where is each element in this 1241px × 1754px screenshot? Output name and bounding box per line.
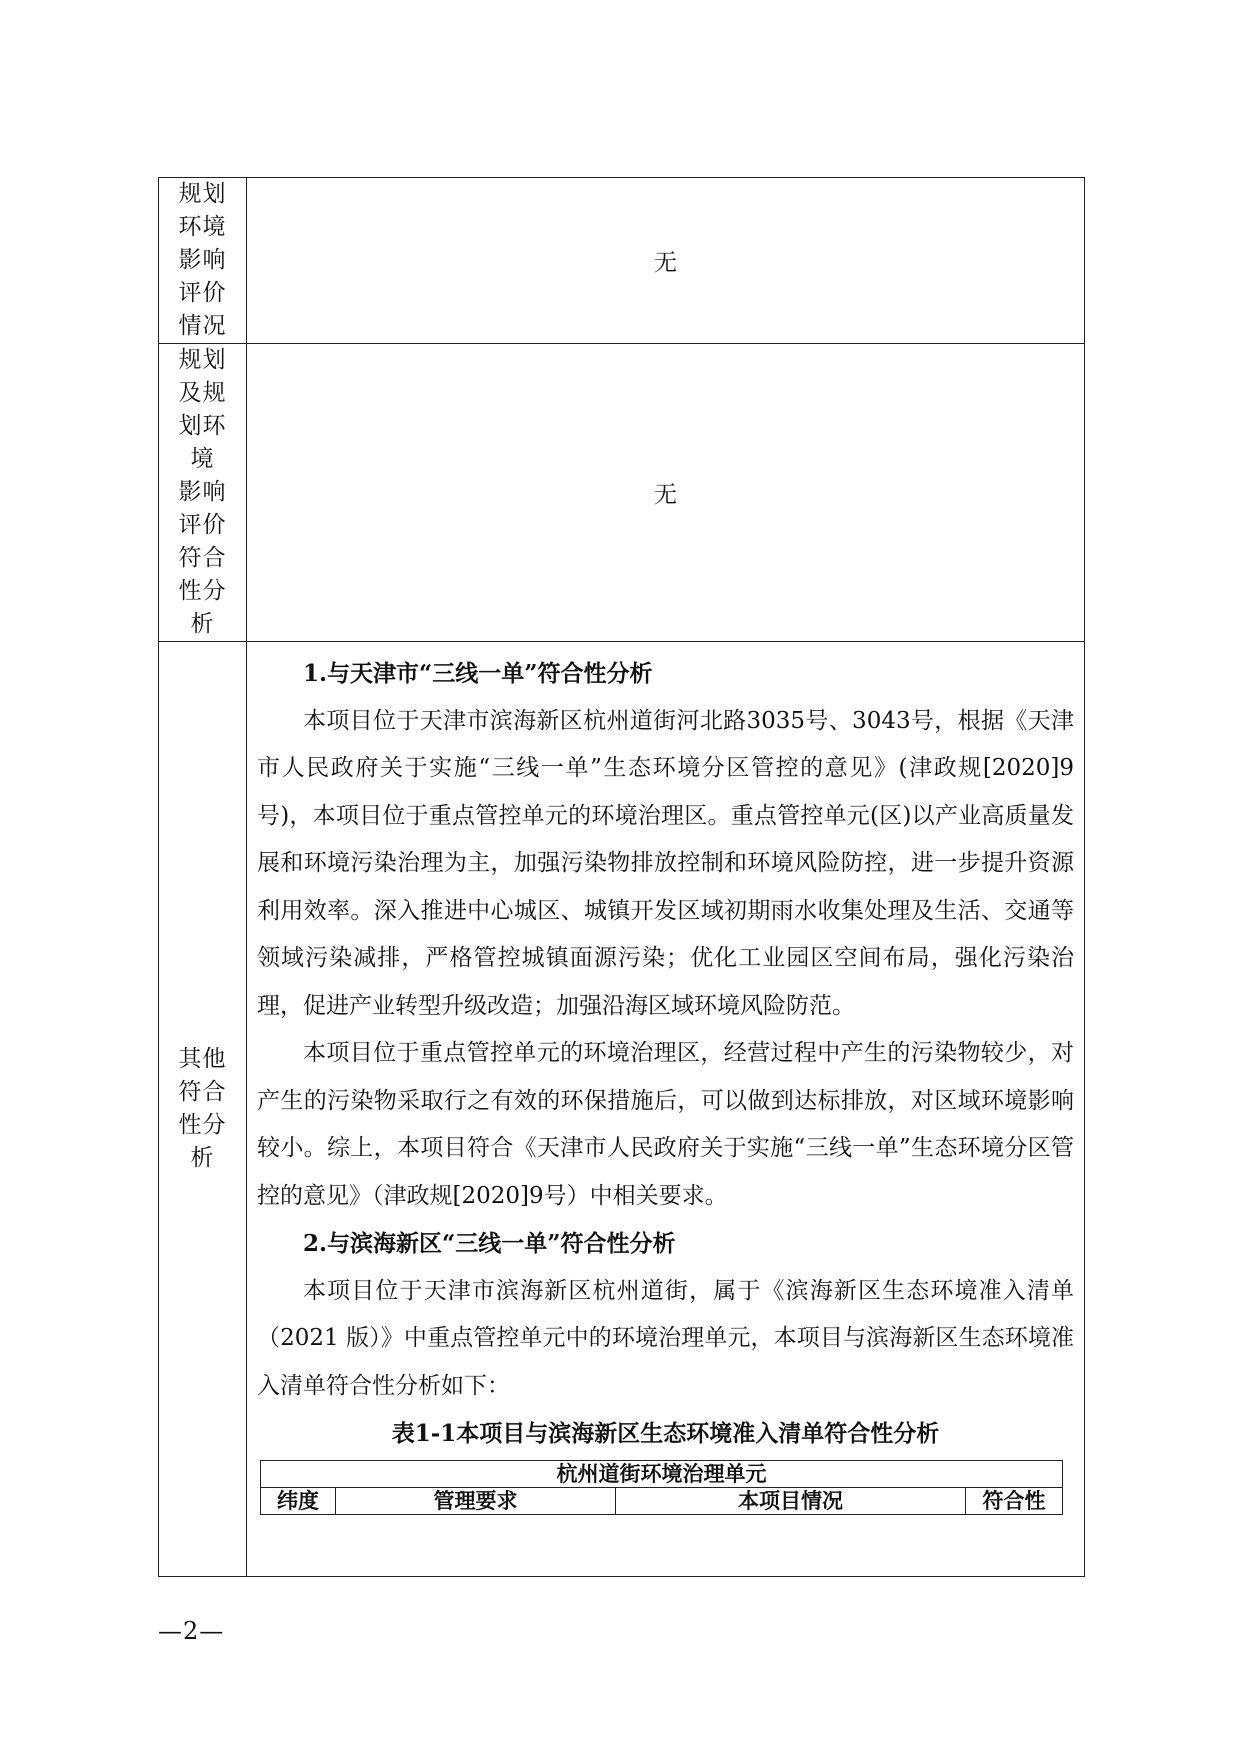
section-1-paragraph-2: 本项目位于重点管控单元的环境治理区，经营过程中产生的污染物较少，对产生的污染物采取行之有效的环保措施后，可以做到达标排放，对区域环境影响较小。综上，本项目符合《天津市人民政府关于实施“三线一单”生态环境分区管控的意见》（津政规[2020]9号）中相关要求。 bbox=[257, 1040, 1074, 1209]
label-planning-eia bbox=[159, 178, 247, 344]
label-line: 析 bbox=[190, 611, 215, 637]
label-line: 性分 bbox=[178, 578, 227, 604]
label-line: 评价 bbox=[178, 512, 227, 538]
label-line: 规划 bbox=[178, 347, 227, 373]
compliance-table-title: 杭州道街环境治理单元 bbox=[261, 1461, 1063, 1488]
section-2-paragraph-1: 本项目位于天津市滨海新区杭州道街，属于《滨海新区生态环境准入清单（2021 版）》中重点管控单元中的环境治理单元，本项目与滨海新区生态环境准入清单符合性分析如下： bbox=[257, 1277, 1074, 1399]
label-line: 评价 bbox=[178, 280, 227, 306]
label-line: 其他 bbox=[178, 1046, 227, 1072]
header-management-requirements: 管理要求 bbox=[336, 1488, 616, 1515]
compliance-table-title-row bbox=[261, 1461, 1063, 1488]
content-other-compliance bbox=[247, 642, 1085, 1577]
row-planning-eia bbox=[159, 178, 1085, 344]
section-1-paragraph-1: 本项目位于天津市滨海新区杭州道街河北路3035号、3043号，根据《天津市人民政府关于实施“三线一单”生态环境分区管控的意见》(津政规[2020]9号)，本项目位于重点管控单元的环境治理区。重点管控单元(区)以产业高质量发展和环境污染治理为主，加强污染物排放控制和环境风险防控，进一步提升资源利用效率。深入推进中心城区、城镇开发区域初期雨水收集处理及生活、交通等领域污染减排，严格管控城镇面源污染；优化工业园区空间布局，强化污染治理，促进产业转型升级改造；加强沿海区域环境风险防范。 bbox=[257, 707, 1074, 1019]
row-other-compliance bbox=[159, 642, 1085, 1577]
header-project-status: 本项目情况 bbox=[616, 1488, 966, 1515]
section-1-heading: 1.与天津市“三线一单”符合性分析 bbox=[303, 660, 653, 687]
label-line: 规划 bbox=[178, 181, 227, 207]
label-line: 性分 bbox=[178, 1112, 227, 1138]
label-line: 影响 bbox=[178, 247, 227, 273]
value-planning-compliance: 无 bbox=[247, 344, 1085, 642]
label-line: 环境 bbox=[178, 214, 227, 240]
label-line: 境 bbox=[190, 446, 215, 472]
value-planning-eia: 无 bbox=[247, 178, 1085, 344]
compliance-table-header-row bbox=[261, 1488, 1063, 1515]
section-2-heading: 2.与滨海新区“三线一单”符合性分析 bbox=[303, 1230, 676, 1257]
label-line: 符合 bbox=[178, 1079, 227, 1105]
label-line: 划环 bbox=[178, 413, 227, 439]
page-number: —2— bbox=[158, 1617, 225, 1645]
label-line: 析 bbox=[190, 1145, 215, 1171]
compliance-table bbox=[260, 1460, 1063, 1515]
label-planning-compliance bbox=[159, 344, 247, 642]
label-line: 情况 bbox=[178, 313, 227, 339]
header-dimension: 纬度 bbox=[261, 1488, 336, 1515]
label-line: 及规 bbox=[178, 380, 227, 406]
label-other-compliance bbox=[159, 642, 247, 1577]
header-compliance: 符合性 bbox=[966, 1488, 1063, 1515]
label-line: 符合 bbox=[178, 545, 227, 571]
main-table bbox=[158, 177, 1085, 1577]
row-planning-compliance bbox=[159, 344, 1085, 642]
table-caption: 表1-1本项目与滨海新区生态环境准入清单符合性分析 bbox=[391, 1420, 940, 1447]
label-line: 影响 bbox=[178, 479, 227, 505]
